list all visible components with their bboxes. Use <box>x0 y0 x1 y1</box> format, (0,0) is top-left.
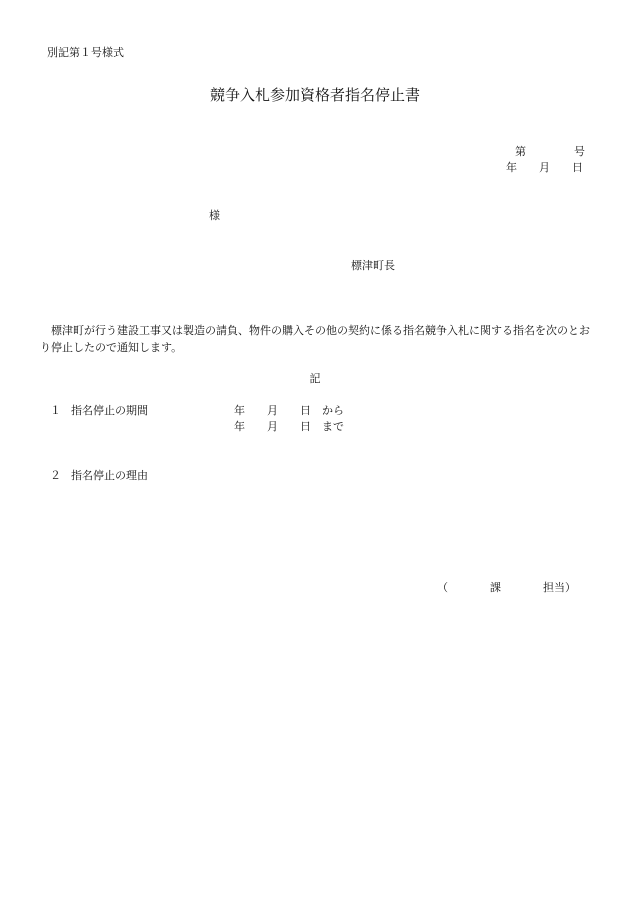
item-1-label: 指名停止の期間 <box>71 404 148 417</box>
sender: 標津町長 <box>351 259 395 272</box>
to-day: 日 <box>300 420 311 433</box>
item-2-label: 指名停止の理由 <box>71 469 148 482</box>
contact-ka: 課 <box>490 581 501 594</box>
from-suffix: から <box>322 404 344 417</box>
date-month: 月 <box>539 161 550 174</box>
addressee: 様 <box>209 209 220 222</box>
body-paragraph: 標津町が行う建設工事又は製造の請負、物件の購入その他の契約に係る指名競争入札に関する指名を次のとおり停止したので通知します。 <box>40 324 590 354</box>
from-day: 日 <box>300 404 311 417</box>
from-year: 年 <box>234 404 245 417</box>
period-to <box>234 421 344 432</box>
to-year: 年 <box>234 420 245 433</box>
contact-open: （ <box>437 581 448 594</box>
number-dai: 第 <box>515 145 526 158</box>
period-from <box>234 405 344 416</box>
document-number-line <box>515 146 585 157</box>
item-1-number: １ <box>50 404 61 417</box>
document-date-line <box>506 162 583 173</box>
form-label: 別記第１号様式 <box>47 46 124 59</box>
contact-tantou: 担当） <box>543 581 576 594</box>
item-2-number: ２ <box>50 469 61 482</box>
number-gou: 号 <box>574 145 585 158</box>
document-title: 競争入札参加資格者指名停止書 <box>209 86 420 104</box>
from-month: 月 <box>267 404 278 417</box>
date-year: 年 <box>506 161 517 174</box>
contact-line <box>437 582 576 593</box>
to-suffix: まで <box>322 420 344 433</box>
to-month: 月 <box>267 420 278 433</box>
date-day: 日 <box>572 161 583 174</box>
ki-heading: 記 <box>309 372 321 385</box>
